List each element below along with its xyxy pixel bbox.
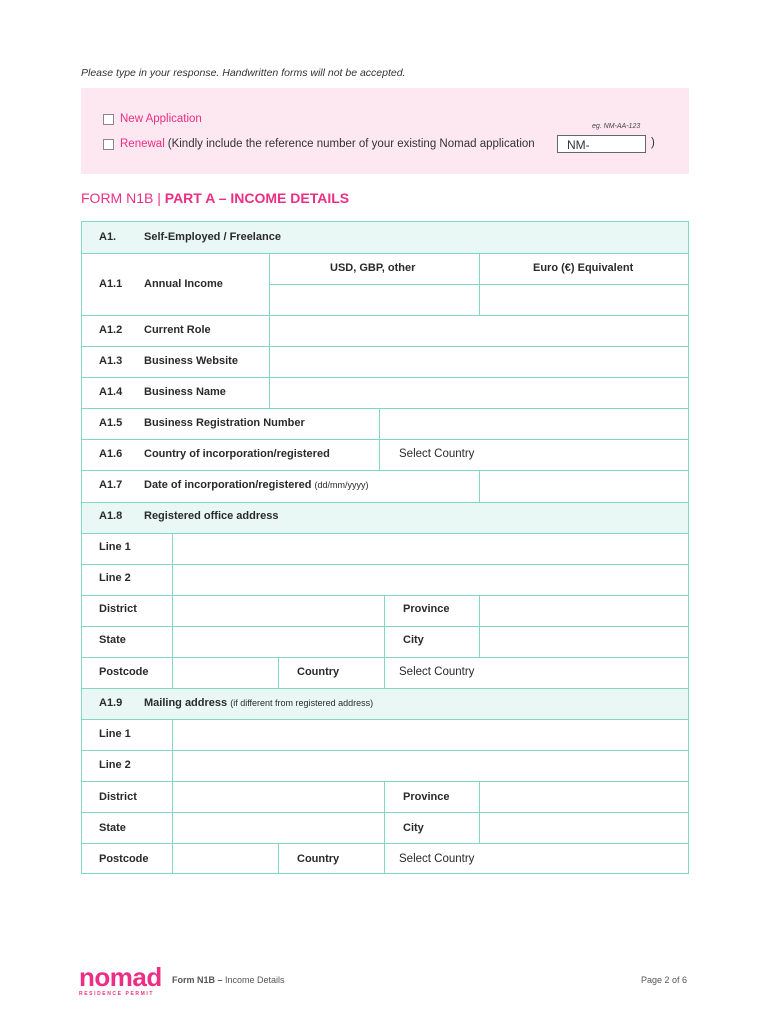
reg-district-field[interactable] — [173, 596, 384, 626]
reg-state-label: State — [99, 634, 126, 646]
mail-postcode-field[interactable] — [173, 844, 278, 873]
mail-country-select[interactable]: Select Country — [399, 853, 475, 865]
a13-number: A1.3 — [99, 355, 123, 367]
a16-number: A1.6 — [99, 448, 123, 460]
business-website-field[interactable] — [270, 347, 688, 377]
country-incorporation-label: Country of incorporation/registered — [144, 448, 330, 460]
mail-line2-label: Line 2 — [99, 759, 131, 771]
renewal-checkbox[interactable] — [103, 139, 114, 150]
business-name-field[interactable] — [270, 378, 688, 408]
reg-country-select[interactable]: Select Country — [399, 666, 475, 678]
renewal-option[interactable] — [103, 138, 535, 150]
reference-number-field[interactable] — [557, 135, 646, 153]
a19-number: A1.9 — [99, 697, 123, 709]
mailing-address-text: Mailing address — [144, 697, 228, 709]
reg-province-field[interactable] — [480, 596, 688, 626]
mail-state-label: State — [99, 822, 126, 834]
reg-country-label: Country — [297, 666, 340, 678]
reference-prefix: NM- — [567, 138, 590, 152]
current-role-field[interactable] — [270, 316, 688, 346]
a1-number: A1. — [99, 231, 117, 243]
a12-number: A1.2 — [99, 324, 123, 336]
annual-income-label: Annual Income — [144, 278, 223, 290]
mail-state-field[interactable] — [173, 813, 384, 843]
a1-title: Self-Employed / Freelance — [144, 231, 281, 243]
mail-line1-field[interactable] — [173, 720, 688, 750]
instruction-note: Please type in your response. Handwritten forms will not be accepted. — [81, 67, 406, 79]
a14-number: A1.4 — [99, 386, 123, 398]
mailing-address-title — [144, 697, 373, 709]
renewal-label: Renewal — [120, 138, 165, 150]
mail-district-field[interactable] — [173, 782, 384, 812]
date-incorporation-field[interactable] — [480, 471, 688, 502]
business-website-label: Business Website — [144, 355, 238, 367]
income-details-table — [81, 221, 689, 874]
mail-country-label: Country — [297, 853, 340, 865]
reference-example: eg. NM-AA-123 — [592, 123, 641, 130]
new-application-checkbox[interactable] — [103, 114, 114, 125]
mail-line2-field[interactable] — [173, 751, 688, 781]
reg-line1-field[interactable] — [173, 534, 688, 564]
a18-number: A1.8 — [99, 510, 123, 522]
page-number: Page 2 of 6 — [641, 975, 688, 985]
reg-province-label: Province — [403, 603, 450, 615]
reg-city-field[interactable] — [480, 627, 688, 657]
reg-line2-label: Line 2 — [99, 572, 131, 584]
logo-wordmark: nomad — [79, 962, 162, 992]
reg-postcode-label: Postcode — [99, 666, 149, 678]
reg-line2-field[interactable] — [173, 565, 688, 595]
reg-line1-label: Line 1 — [99, 541, 131, 553]
mailing-address-hint: (if different from registered address) — [230, 698, 374, 708]
logo-subtitle: RESIDENCE PERMIT — [79, 991, 155, 997]
euro-column-header: Euro (€) Equivalent — [533, 262, 634, 274]
date-format-hint: (dd/mm/yyyy) — [314, 480, 369, 490]
mail-city-field[interactable] — [480, 813, 688, 843]
date-incorporation-label — [144, 479, 369, 491]
form-code: FORM N1B | — [81, 190, 161, 206]
mail-city-label: City — [403, 822, 424, 834]
new-application-label: New Application — [120, 113, 202, 125]
current-role-label: Current Role — [144, 324, 211, 336]
annual-income-usd-field[interactable] — [270, 285, 479, 315]
a17-number: A1.7 — [99, 479, 123, 491]
footer-form-code: Form N1B – — [172, 975, 223, 985]
a15-number: A1.5 — [99, 417, 123, 429]
registered-address-title: Registered office address — [144, 510, 279, 522]
mail-province-label: Province — [403, 791, 450, 803]
date-incorporation-text: Date of incorporation/registered — [144, 479, 312, 491]
reg-state-field[interactable] — [173, 627, 384, 657]
reg-postcode-field[interactable] — [173, 658, 278, 688]
reference-close-paren: ) — [651, 137, 655, 149]
section-heading — [81, 190, 349, 206]
nomad-logo — [79, 964, 162, 997]
business-name-label: Business Name — [144, 386, 226, 398]
renewal-note: (Kindly include the reference number of your existing Nomad application — [167, 138, 535, 150]
mail-postcode-label: Postcode — [99, 853, 149, 865]
annual-income-eur-field[interactable] — [480, 285, 688, 315]
reg-city-label: City — [403, 634, 424, 646]
new-application-option[interactable] — [103, 113, 202, 125]
a11-number: A1.1 — [99, 278, 123, 290]
footer-form-label — [172, 975, 285, 985]
business-registration-field[interactable] — [380, 409, 688, 439]
footer-form-desc: Income Details — [225, 975, 285, 985]
usd-column-header: USD, GBP, other — [330, 262, 416, 274]
country-incorporation-select[interactable]: Select Country — [399, 448, 475, 460]
application-type-panel — [81, 88, 689, 174]
business-registration-label: Business Registration Number — [144, 417, 305, 429]
mail-district-label: District — [99, 791, 137, 803]
mail-province-field[interactable] — [480, 782, 688, 812]
reg-district-label: District — [99, 603, 137, 615]
mail-line1-label: Line 1 — [99, 728, 131, 740]
section-title: PART A – INCOME DETAILS — [164, 190, 350, 206]
